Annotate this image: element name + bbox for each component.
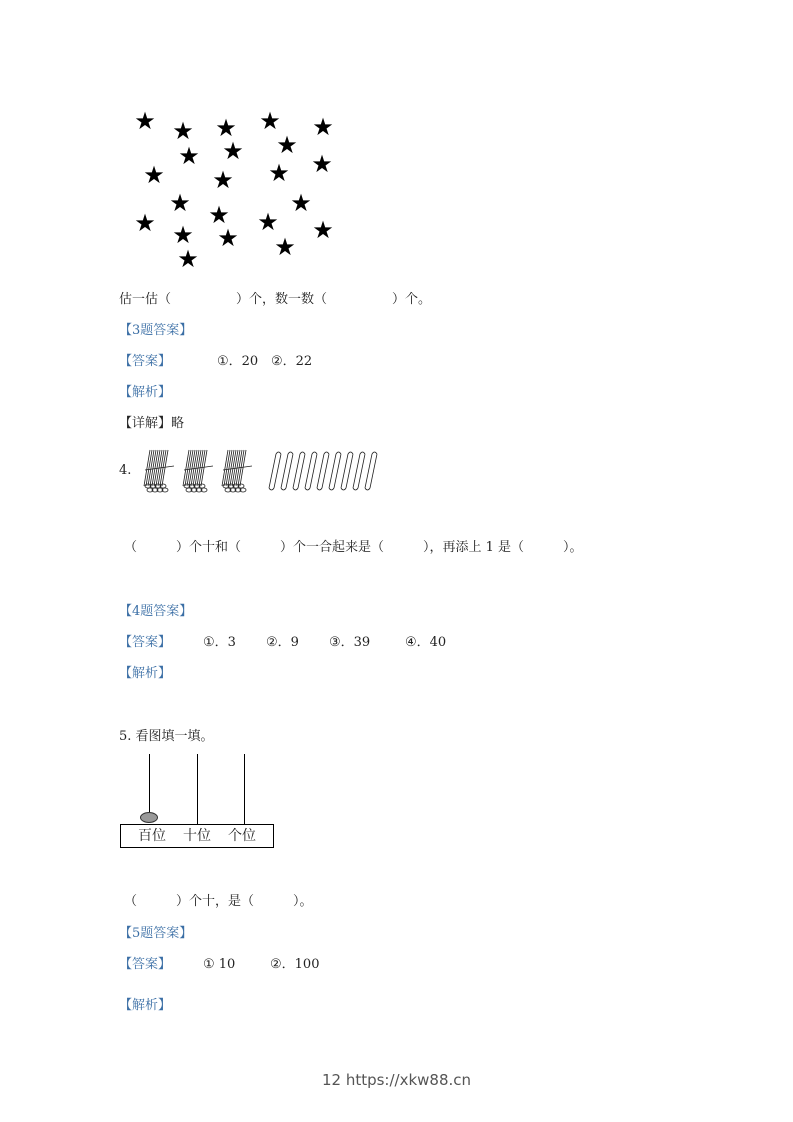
answer-label: 【答案】 — [119, 635, 172, 650]
q5-analysis-label: 【解析】 — [119, 998, 172, 1013]
detail-text: 略 — [171, 416, 185, 431]
place-label-hundreds: 百位 — [138, 828, 166, 844]
q5-prompt: （ ）个十，是（ ）。 — [124, 894, 313, 909]
star-icon: ★ — [143, 161, 165, 189]
answer-label: 【答案】 — [119, 957, 172, 972]
counting-sticks-figure — [138, 444, 388, 496]
q4-prompt: （ ）个十和（ ）个一合起来是（ ），再添上 1 是（ ）。 — [124, 540, 583, 555]
star-icon: ★ — [215, 114, 237, 142]
q4-answer-header: 【4题答案】 — [119, 604, 193, 619]
star-icon: ★ — [312, 216, 334, 244]
star-icon: ★ — [274, 233, 296, 261]
q3-answer-header: 【3题答案】 — [119, 323, 193, 338]
q4-analysis-label: 【解析】 — [119, 666, 172, 681]
star-icon: ★ — [259, 107, 281, 135]
abacus-bead — [140, 812, 158, 823]
q5-answer-row — [119, 957, 319, 973]
star-icon: ★ — [169, 189, 191, 217]
answer-item: ②．100 — [270, 957, 320, 972]
star-icon: ★ — [257, 208, 279, 236]
answer-item: ③．39 — [329, 635, 371, 650]
detail-label: 【详解】 — [119, 416, 172, 431]
star-icon: ★ — [134, 209, 156, 237]
single-stick-icon — [341, 452, 353, 490]
abacus-rod-ones — [244, 754, 245, 824]
abacus-rod-tens — [197, 754, 198, 824]
answer-item: ① 10 — [203, 957, 236, 972]
answer-label: 【答案】 — [119, 354, 172, 369]
q3-prompt: 估一估（ ）个，数一数（ ）个。 — [119, 292, 432, 307]
star-icon: ★ — [311, 150, 333, 178]
single-stick-icon — [293, 452, 305, 490]
single-stick-icon — [305, 452, 317, 490]
star-icon: ★ — [134, 107, 156, 135]
star-icon: ★ — [172, 117, 194, 145]
place-label-tens: 十位 — [183, 828, 211, 844]
place-label-ones: 个位 — [228, 828, 256, 844]
page-footer: 12 https://xkw88.cn — [321, 1071, 472, 1089]
answer-item: ①．3 — [203, 635, 236, 650]
star-icon: ★ — [222, 137, 244, 165]
q3-answer-row — [119, 354, 312, 370]
answer-item: ①．20 — [217, 354, 259, 369]
star-icon: ★ — [290, 189, 312, 217]
stick-bundle-icon — [144, 450, 174, 492]
star-icon: ★ — [177, 245, 199, 273]
q5-answer-header: 【5题答案】 — [119, 926, 193, 941]
star-icon: ★ — [268, 159, 290, 187]
q4-number: 4. — [119, 463, 132, 478]
answer-item: ②．22 — [271, 354, 313, 369]
star-icon: ★ — [312, 113, 334, 141]
star-icon: ★ — [212, 166, 234, 194]
single-stick-icon — [281, 452, 293, 490]
single-stick-icon — [353, 452, 365, 490]
q3-analysis-label: 【解析】 — [119, 385, 172, 400]
star-icon: ★ — [172, 221, 194, 249]
answer-item: ②．9 — [266, 635, 299, 650]
stick-bundle-icon — [183, 450, 213, 492]
answer-item: ④．40 — [405, 635, 447, 650]
q4-answer-row — [119, 635, 446, 651]
star-icon: ★ — [178, 142, 200, 170]
star-icon: ★ — [208, 201, 230, 229]
single-stick-icon — [269, 452, 281, 490]
abacus-rod-hundreds — [149, 754, 150, 814]
stick-bundle-icon — [222, 450, 252, 492]
star-icon: ★ — [217, 224, 239, 252]
single-stick-icon — [365, 452, 377, 490]
star-icon: ★ — [276, 131, 298, 159]
q3-detail — [119, 416, 184, 432]
single-stick-icon — [329, 452, 341, 490]
single-stick-icon — [317, 452, 329, 490]
q5-title: 5. 看图填一填。 — [119, 729, 214, 744]
